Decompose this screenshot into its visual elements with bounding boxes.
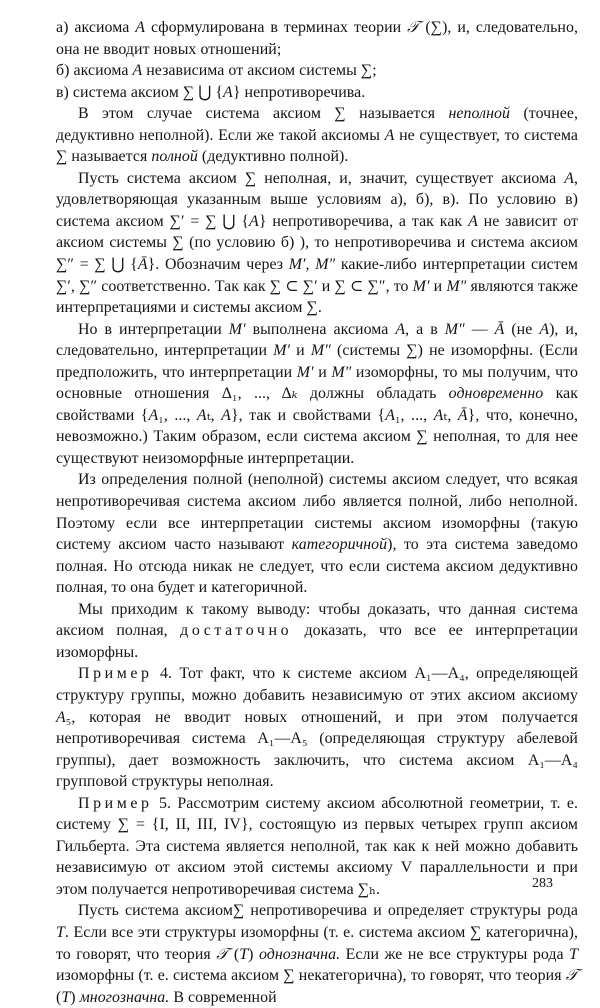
text-run: полной [151, 148, 198, 166]
text-run: A [564, 169, 574, 187]
text-run: T [569, 945, 578, 963]
paragraph-p7 [56, 469, 578, 598]
text-run: M′ [412, 277, 430, 295]
text-run: 4. Тот факт, что к системе аксиом A₁—A₄, определяющей структуру группы, можно добавить независимую от этих аксиом аксиому [56, 665, 578, 704]
text-run: и [429, 277, 447, 295]
text-run: }, так и свойствами { [230, 406, 386, 424]
text-run: Ā [494, 320, 505, 338]
text-run: A [468, 212, 478, 230]
text-run: ₜ, [206, 406, 222, 424]
text-run: A [196, 406, 207, 424]
text-run: ) [248, 945, 259, 963]
paragraph-p4 [56, 103, 578, 168]
text-run: ( [56, 988, 62, 1006]
text-run: A [135, 19, 146, 36]
text-run: (дедуктивно полной). [197, 148, 349, 166]
text-run: M″ [310, 342, 331, 360]
text-run: многозначна. [79, 988, 170, 1006]
text-run: A [148, 406, 159, 424]
text-run: сформулирована в терминах теории [145, 19, 408, 36]
paragraph-p8 [56, 599, 578, 664]
text-run: A [56, 708, 66, 726]
text-run: являются также интерпретациями и системы аксиом ∑. [56, 277, 578, 317]
text-run: одновременно [448, 385, 544, 403]
text-run: A [223, 83, 233, 101]
text-run: ), то эта система заведомо полная. Но отсюда никак не следует, что если система аксиом дедуктивно полная, то она будет и категоричной. [56, 536, 578, 597]
text-run: категоричной [291, 536, 388, 554]
text-run: не зависит от аксиом системы ∑ (по условию б) ), то непротиворечива и система аксиом ∑″ = ∑ ⋃ { [56, 212, 578, 274]
text-run: доказать, что все ее интерпретации изоморфны. [56, 622, 579, 661]
text-run: в) система аксиом ∑ ⋃ { [56, 83, 224, 101]
text-run: (системы ∑) не изоморфны. (Если предположить, что интерпретации [56, 342, 578, 381]
text-run: Но в интерпретации [78, 320, 229, 338]
text-run: M′ [228, 320, 246, 338]
text-run: и [290, 342, 311, 360]
text-run: M″ [331, 363, 352, 381]
text-run: A [249, 212, 259, 230]
text-run: Пусть система аксиом∑ непротиворечива и определяет структуры рода [78, 902, 578, 920]
text-run: — [464, 320, 495, 338]
text-run: ( [228, 945, 240, 963]
paragraph-p10 [56, 793, 578, 901]
text-run: A [384, 126, 395, 144]
page-text-body [56, 17, 578, 1008]
text-run: M″ [444, 320, 465, 338]
paragraph-p1 [56, 17, 578, 60]
text-run: Мы приходим к такому выводу: чтобы доказать, что данная система аксиом полная, [56, 600, 578, 640]
text-run: M″ [446, 277, 467, 295]
text-run: однозначна. [258, 945, 341, 963]
paragraph-p11 [56, 900, 578, 1008]
text-run: Пример [78, 794, 153, 812]
text-run: A [385, 406, 395, 424]
text-run: неполной [448, 105, 511, 123]
text-run: A [132, 62, 143, 80]
text-run: A [221, 406, 231, 424]
text-run: Пусть система аксиом ∑ неполная, и, значит, существует аксиома [78, 169, 565, 187]
text-run: ) [70, 988, 80, 1006]
text-run: В этом случае система аксиом ∑ называется [78, 105, 449, 123]
text-run: 5. Рассмотрим систему аксиом абсолютной геометрии, т. е. систему ∑ = {I, II, III, IV}, состоящую из первых четырех групп аксиом Гильберта. Эта система является неполной, так как к ней можно добавить независимую от аксиом этой системы аксиому V параллельности и при этом получается непротиворечивая система ∑ₕ. [56, 794, 578, 898]
text-run: ₁, ..., [394, 406, 434, 424]
text-run: а) аксиома [56, 19, 136, 36]
text-run: 𝒯 [407, 19, 420, 36]
text-run: }, что, конечно, невозможно.) Таким образом, если система аксиом ∑ неполная, то для нее существуют неизоморфные интерпретации. [56, 406, 579, 467]
text-run: 𝒯 [565, 967, 578, 985]
text-run: (не [504, 320, 540, 338]
text-run: M′ [296, 363, 314, 381]
text-run: ₜ, [443, 406, 458, 424]
text-run: . Если все эти структуры изоморфны (т. е. система аксиом ∑ категорична), то говорят, что теория [56, 923, 578, 963]
text-run: } непротиворечива. [232, 83, 366, 101]
text-run: , удовлетворяющая указанным выше условиям а), б), в). По условию в) система аксиом ∑′ = ∑ ⋃ { [56, 169, 578, 230]
text-run: и [313, 363, 332, 381]
text-run: изоморфны (т. е. система аксиом ∑ некатегорична), то говорят, что теория [56, 967, 566, 985]
text-run: A [395, 320, 406, 338]
text-run: }. Обозначим через [147, 256, 289, 274]
text-run: ₖ [291, 385, 298, 403]
paragraph-p9 [56, 663, 578, 792]
paragraph-p5 [56, 168, 578, 319]
text-run: В современной [169, 988, 277, 1006]
text-run: как свойствами { [56, 385, 578, 424]
text-run: , а в [405, 320, 445, 338]
text-run: б) аксиома [56, 62, 133, 80]
text-run: T [61, 988, 71, 1006]
text-run: Ā [457, 406, 468, 424]
text-run: достаточно [180, 622, 293, 640]
text-run: T [56, 923, 65, 941]
text-run: A [539, 320, 550, 338]
text-run: ₅, которая не вводит новых отношений, и при этом получается непротиворечивая система A₁—A₅ (определяющая структуру абелевой группы), дает возможность заключить, что система аксиом A₁—A₄ групповой структуры неполная. [56, 708, 578, 791]
page-number: 283 [532, 876, 553, 891]
text-run: должны обладать [297, 385, 449, 403]
text-run: независима от аксиом системы ∑; [142, 62, 377, 80]
paragraph-p2 [56, 60, 578, 82]
text-run: (точнее, дедуктивно неполной). Если же такой аксиомы [56, 105, 578, 144]
text-run: выполнена аксиома [245, 320, 396, 338]
text-run: ), и, следовательно, интерпретации [56, 320, 579, 360]
text-run: не существует, то система ∑ называется [56, 126, 578, 166]
paragraph-p6 [56, 319, 578, 470]
text-run: Ā [137, 256, 148, 274]
text-run: (∑), и, следовательно, она не вводит новых отношений; [56, 19, 578, 58]
text-run: какие-либо интерпретации систем ∑′, ∑″ соответственно. Так как ∑ ⊂ ∑′ и ∑ ⊂ ∑″, то [56, 256, 578, 295]
text-run: Если же не все структуры рода [340, 945, 570, 963]
text-run: изоморфны, то мы получим, что основные отношения Δ₁, ..., Δ [56, 363, 578, 403]
text-run: Пример [78, 665, 153, 683]
text-run: ₁, ..., [158, 406, 197, 424]
text-run: } непротиворечива, а так как [258, 212, 469, 230]
text-run: M′ [273, 342, 291, 360]
text-run: 𝒯 [216, 945, 229, 963]
text-run: Из определения полной (неполной) системы аксиом следует, что всякая непротиворечивая система аксиом либо является полной, либо неполной. Поэтому если все интерпретации системы аксиом изоморфны (такую систему аксиом часто называют [56, 471, 578, 554]
text-run: A [433, 406, 444, 424]
text-run: M′, M″ [288, 256, 336, 274]
paragraph-p3 [56, 82, 578, 104]
text-run: T [239, 945, 249, 963]
